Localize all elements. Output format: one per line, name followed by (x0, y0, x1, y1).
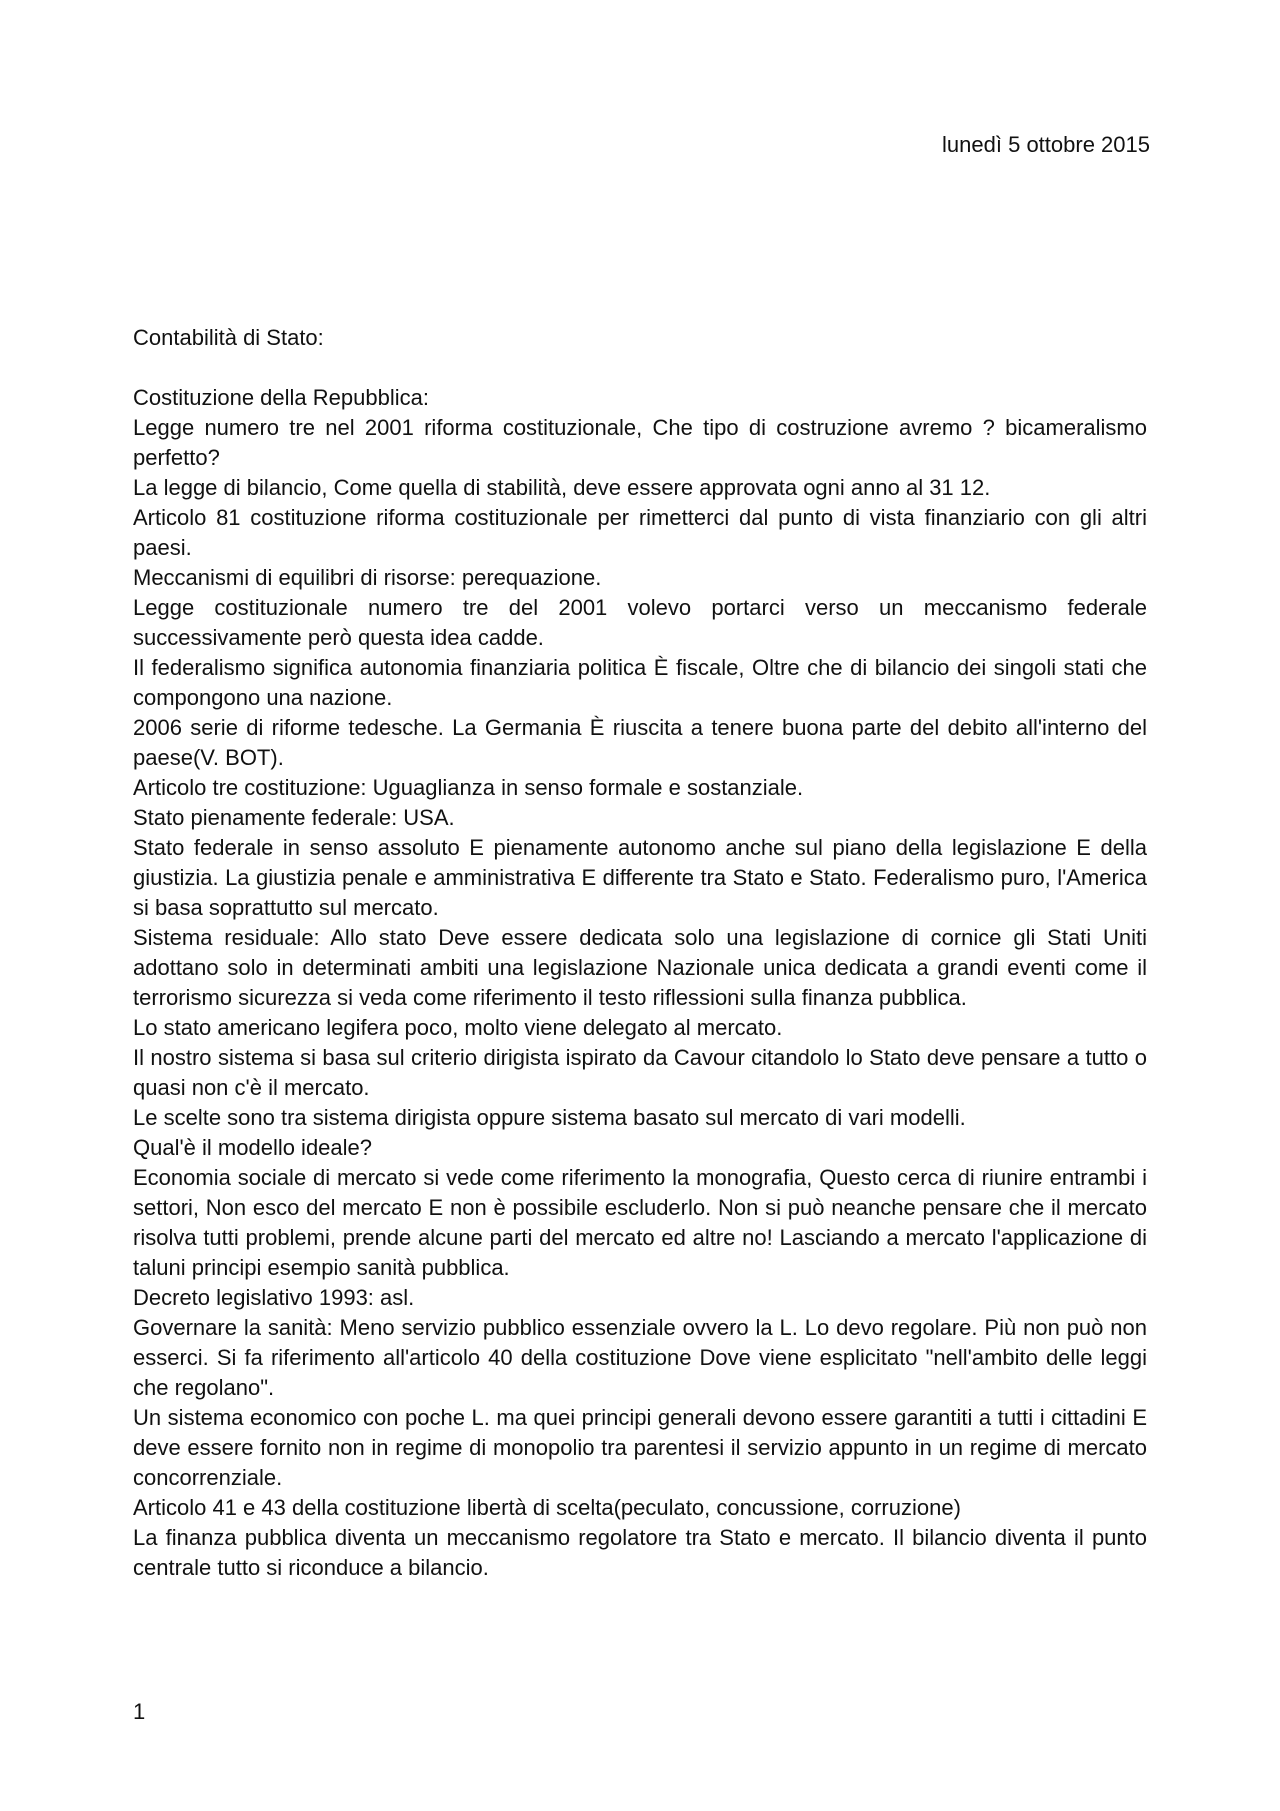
paragraph-16: Economia sociale di mercato si vede come riferimento la monografia, Questo cerca di riunire entrambi i settori, Non esco del mercato E non è possibile escluderlo. Non si può neanche pensare che il mercato risolva tutti problemi, prende alcune parti del mercato ed altre no! Lasciando a mercato l'applicazione di taluni principi esempio sanità pubblica. (133, 1165, 1147, 1280)
paragraph-17: Decreto legislativo 1993: asl. (133, 1285, 415, 1310)
document-body (133, 323, 1147, 1583)
paragraph-9: Stato pienamente federale: USA. (133, 805, 455, 830)
paragraph-8: Articolo tre costituzione: Uguaglianza in senso formale e sostanziale. (133, 775, 804, 800)
paragraph-5: Legge costituzionale numero tre del 2001 volevo portarci verso un meccanismo federale successivamente però questa idea cadde. (133, 595, 1147, 650)
paragraph-2: La legge di bilancio, Come quella di stabilità, deve essere approvata ogni anno al 31 12. (133, 475, 991, 500)
paragraph-14: Le scelte sono tra sistema dirigista oppure sistema basato sul mercato di vari modelli. (133, 1105, 966, 1130)
page-number: 1 (133, 1699, 146, 1724)
paragraph-3: Articolo 81 costituzione riforma costituzionale per rimetterci dal punto di vista finanziario con gli altri paesi. (133, 505, 1147, 560)
paragraph-6: Il federalismo significa autonomia finanziaria politica È fiscale, Oltre che di bilancio dei singoli stati che compongono una nazione. (133, 655, 1147, 710)
paragraph-21: La finanza pubblica diventa un meccanismo regolatore tra Stato e mercato. Il bilancio diventa il punto centrale tutto si riconduce a bilancio. (133, 1525, 1147, 1580)
paragraph-12: Lo stato americano legifera poco, molto viene delegato al mercato. (133, 1015, 783, 1040)
document-date: lunedì 5 ottobre 2015 (942, 132, 1150, 157)
paragraph-11: Sistema residuale: Allo stato Deve essere dedicata solo una legislazione di cornice gli Stati Uniti adottano solo in determinati ambiti una legislazione Nazionale unica dedicata a grandi eventi come il terrorismo sicurezza si veda come riferimento il testo riflessioni sulla finanza pubblica. (133, 925, 1147, 1010)
paragraph-15: Qual'è il modello ideale? (133, 1135, 373, 1160)
paragraph-0: Costituzione della Repubblica: (133, 385, 429, 410)
paragraph-4: Meccanismi di equilibri di risorse: perequazione. (133, 565, 602, 590)
document-heading: Contabilità di Stato: (133, 325, 324, 350)
paragraph-13: Il nostro sistema si basa sul criterio dirigista ispirato da Cavour citandolo lo Stato deve pensare a tutto o quasi non c'è il mercato. (133, 1045, 1147, 1100)
paragraph-20: Articolo 41 e 43 della costituzione libertà di scelta(peculato, concussione, corruzione) (133, 1495, 961, 1520)
paragraph-18: Governare la sanità: Meno servizio pubblico essenziale ovvero la L. Lo devo regolare. Più non può non esserci. Si fa riferimento all'articolo 40 della costituzione Dove viene esplicitato "nell'ambito delle leggi che regolano". (133, 1315, 1147, 1400)
paragraph-7: 2006 serie di riforme tedesche. La Germania È riuscita a tenere buona parte del debito all'interno del paese(V. BOT). (133, 715, 1147, 770)
paragraph-10: Stato federale in senso assoluto E pienamente autonomo anche sul piano della legislazione E della giustizia. La giustizia penale e amministrativa E differente tra Stato e Stato. Federalismo puro, l'America si basa soprattutto sul mercato. (133, 835, 1147, 920)
paragraph-1: Legge numero tre nel 2001 riforma costituzionale, Che tipo di costruzione avremo ? bicameralismo perfetto? (133, 415, 1147, 470)
paragraph-19: Un sistema economico con poche L. ma quei principi generali devono essere garantiti a tutti i cittadini E deve essere fornito non in regime di monopolio tra parentesi il servizio appunto in un regime di mercato concorrenziale. (133, 1405, 1147, 1490)
